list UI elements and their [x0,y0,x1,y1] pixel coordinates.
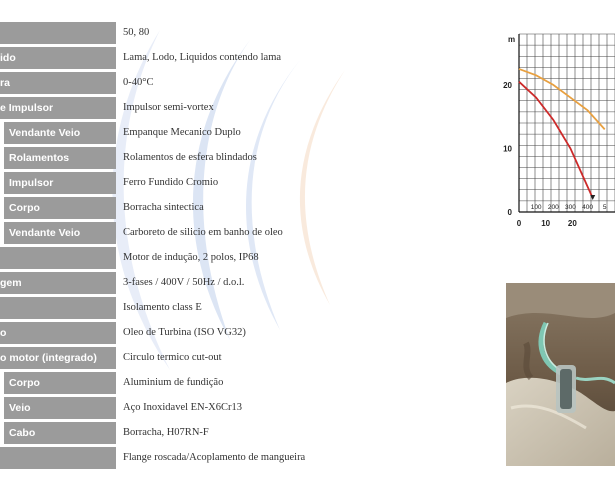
y-tick-label: 20 [503,80,512,90]
spec-row [0,297,480,319]
spec-label: Cabo [4,422,116,444]
spec-row [0,447,480,469]
spec-value: 3-fases / 400V / 50Hz / d.o.l. [123,277,245,288]
spec-row [0,122,480,144]
series-line-0 [519,69,605,129]
spec-label [0,247,116,269]
x-tick-label-flow: 100 [530,204,542,211]
x-tick-label-lower: 0 [516,219,522,228]
spec-value: Empanque Mecanico Duplo [123,127,241,138]
x-tick-label-lower: 20 [567,219,577,228]
x-tick-label-flow: 300 [564,204,576,211]
spec-row [0,247,480,269]
spec-label: Vendante Veio [4,122,116,144]
spec-row [0,172,480,194]
x-tick-label-flow: 5 [602,204,607,211]
spec-label [0,297,116,319]
spec-value: Impulsor semi-vortex [123,102,214,113]
spec-value: Rolamentos de esfera blindados [123,152,257,163]
spec-label: o motor (integrado) [0,347,116,369]
spec-row [0,197,480,219]
spec-value: Ferro Fundido Cromio [123,177,219,188]
spec-row [0,397,480,419]
spec-label: Corpo [4,372,116,394]
performance-chart [496,22,615,252]
spec-label: Corpo [4,197,116,219]
spec-row [0,222,480,244]
spec-value: Aço Inoxidavel EN-X6Cr13 [123,402,242,413]
spec-row [0,272,480,294]
spec-value: Motor de indução, 2 polos, IP68 [123,252,259,263]
spec-value: Flange roscada/Acoplamento de mangueira [123,452,306,463]
spec-label [0,22,116,44]
spec-value: 50, 80 [123,27,150,38]
spec-label: o [0,322,116,344]
spec-row [0,147,480,169]
spec-value: Carboreto de silicio em banho de oleo [123,227,283,238]
y-tick-label: 0 [507,208,512,217]
spec-row [0,322,480,344]
x-tick-label-flow: 200 [547,204,559,211]
spec-value: Circulo termico cut-out [123,352,222,363]
spec-label: Vendante Veio [4,222,116,244]
spec-label [0,447,116,469]
spec-value: Oleo de Turbina (ISO VG32) [123,327,246,338]
spec-label: ido [0,47,116,69]
spec-label: Rolamentos [4,147,116,169]
x-tick-label-flow: 400 [582,204,594,211]
spec-row [0,97,480,119]
spec-value: Borracha sintectica [123,202,204,213]
spec-label: Impulsor [4,172,116,194]
spec-value: Lama, Lodo, Liquidos contendo lama [123,52,282,63]
spec-value: Isolamento class E [123,302,202,313]
pump-in-mud-image [506,283,615,466]
spec-row [0,422,480,444]
spec-value: 0-40°C [123,77,154,88]
y-axis-unit-label: m [508,35,516,44]
series-line-1 [519,82,593,198]
product-photo [506,283,615,466]
spec-label: Veio [4,397,116,419]
spec-row [0,347,480,369]
spec-value: Aluminium de fundição [123,377,224,388]
y-tick-label: 10 [503,144,512,154]
spec-label: gem [0,272,116,294]
spec-row [0,47,480,69]
spec-label: ra [0,72,116,94]
spec-value: Borracha, H07RN-F [123,427,209,438]
spec-row [0,72,480,94]
spec-label: e Impulsor [0,97,116,119]
spec-row [0,22,480,44]
spec-row [0,372,480,394]
x-tick-label-lower: 10 [541,219,551,228]
